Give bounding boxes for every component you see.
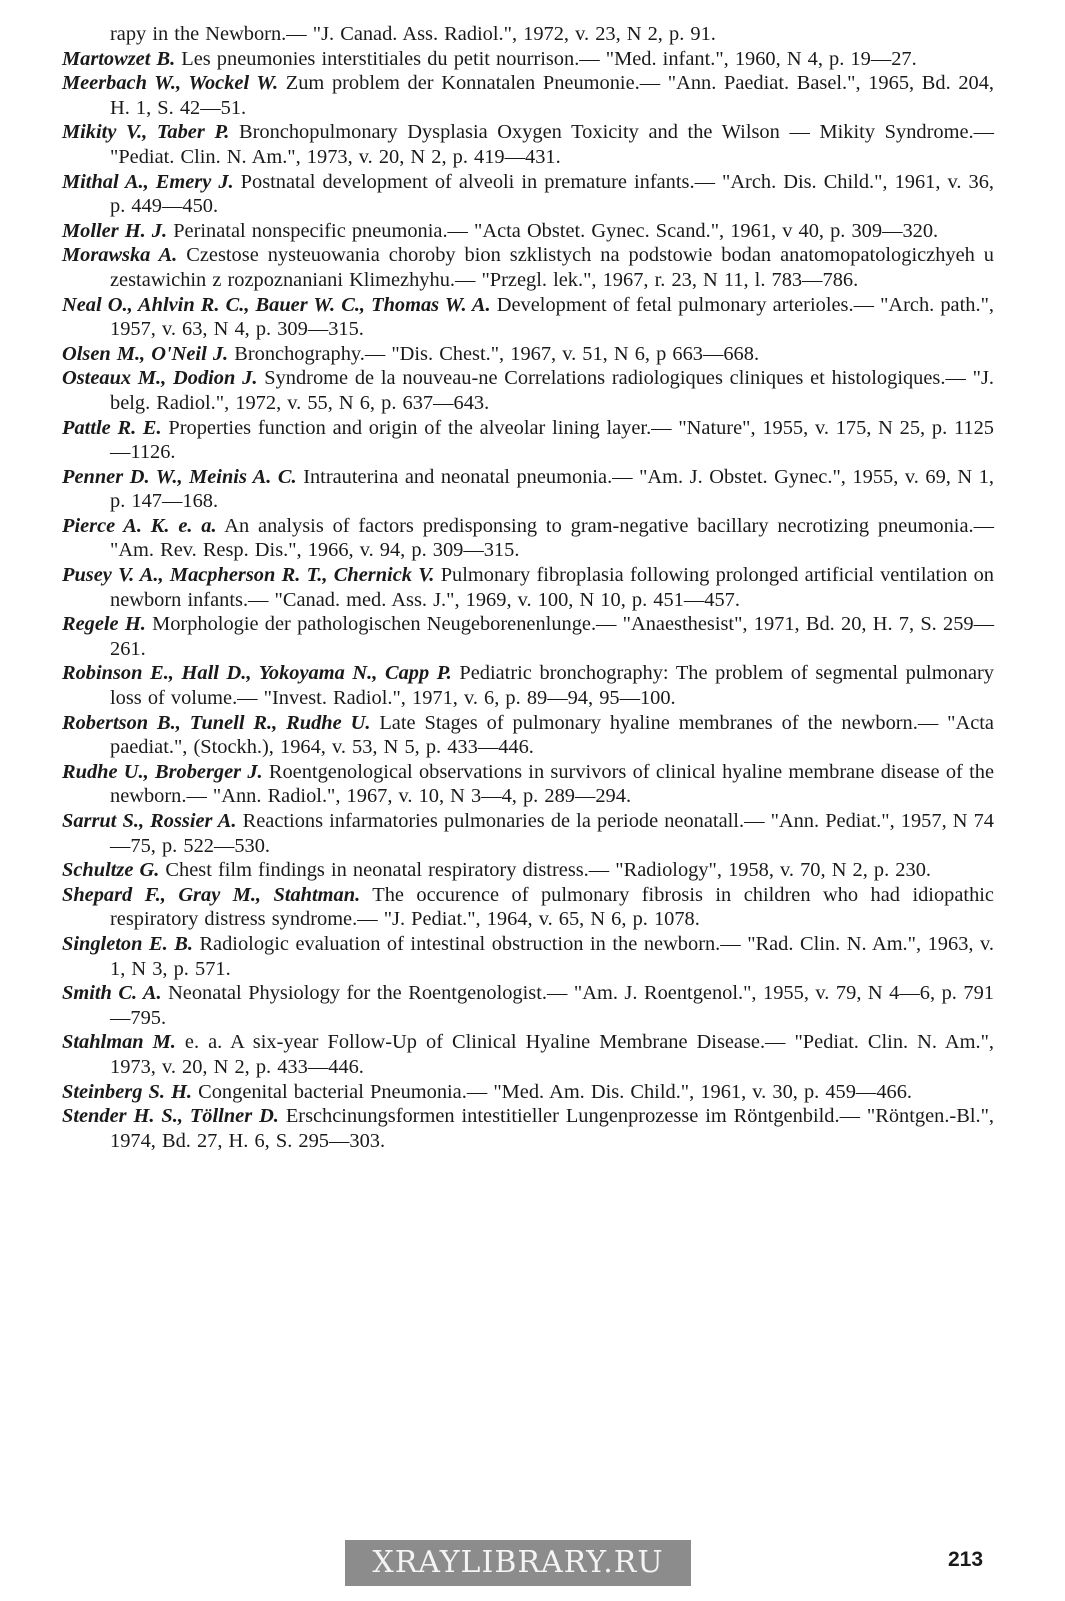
reference-entry xyxy=(62,366,994,415)
reference-authors: Pusey V. A., Macpherson R. T., Chernick V. xyxy=(62,564,435,587)
reference-authors: Singleton E. B. xyxy=(62,932,193,955)
reference-entry xyxy=(62,612,994,661)
reference-entry xyxy=(62,514,994,563)
reference-entry xyxy=(62,858,994,883)
page-number: 213 xyxy=(948,1548,984,1571)
reference-authors: Olsen M., O'Neil J. xyxy=(62,342,229,365)
reference-authors: Robertson B., Tunell R., Rudhe U. xyxy=(62,711,371,734)
reference-entry xyxy=(62,661,994,710)
reference-text: Bronchopulmonary Dysplasia Oxygen Toxicity and the Wilson — Mikity Syndrome.— "Pediat. Clin. N. Am.", 1973, v. 20, N 2, p. 419—431. xyxy=(110,121,994,168)
reference-authors: Morawska A. xyxy=(62,244,178,267)
reference-entry xyxy=(62,47,994,72)
reference-entry xyxy=(62,1104,994,1153)
reference-entry xyxy=(62,71,994,120)
reference-entry xyxy=(62,120,994,169)
reference-authors: Mithal A., Emery J. xyxy=(62,170,234,193)
reference-authors: Pierce A. K. e. a. xyxy=(62,514,217,537)
reference-entry xyxy=(62,170,994,219)
reference-entry xyxy=(62,809,994,858)
reference-text: Zum problem der Konnatalen Pneumonie.— "Ann. Paediat. Basel.", 1965, Bd. 204, H. 1, S. 42—51. xyxy=(110,72,995,119)
reference-authors: Stender H. S., Töllner D. xyxy=(62,1105,279,1128)
reference-entry xyxy=(62,711,994,760)
reference-text: Les pneumonies interstitiales du petit nourrison.— "Med. infant.", 1960, N 4, p. 19—27. xyxy=(175,47,917,70)
reference-text: Development of fetal pulmonary arterioles.— "Arch. path.", 1957, v. 63, N 4, p. 309—315. xyxy=(110,293,994,341)
reference-authors: Steinberg S. H. xyxy=(62,1080,193,1103)
reference-text: Chest film findings in neonatal respiratory distress.— "Radiology", 1958, v. 70, N 2, p. 230. xyxy=(159,859,931,882)
reference-text: e. a. A six-year Follow-Up of Clinical Hyaline Membrane Disease.— "Pediat. Clin. N. Am.", 1973, v. 20, N 2, p. 433—446. xyxy=(110,1031,994,1078)
watermark-logo: XRAYLIBRARY.RU xyxy=(345,1540,691,1586)
reference-continuation: rapy in the Newborn.— "J. Canad. Ass. Radiol.", 1972, v. 23, N 2, p. 91. xyxy=(110,23,716,45)
reference-items xyxy=(62,47,994,1154)
reference-authors: Shepard F., Gray M., Stahtman. xyxy=(62,883,361,906)
reference-text: Morphologie der pathologischen Neugeborenenlunge.— "Anaesthesist", 1971, Bd. 20, H. 7, S. 259—261. xyxy=(110,613,995,660)
reference-text: Neonatal Physiology for the Roentgenologist.— "Am. J. Roentgenol.", 1955, v. 79, N 4—6, p. 791—795. xyxy=(110,982,994,1029)
reference-entry xyxy=(62,760,994,809)
reference-authors: Mikity V., Taber P. xyxy=(62,121,230,144)
reference-authors: Moller H. J. xyxy=(62,219,168,242)
reference-text: An analysis of factors predisponsing to gram-negative bacillary necrotizing pneumonia.— "Am. Rev. Resp. Dis.", 1966, v. 94, p. 309—315. xyxy=(110,514,994,562)
reference-text: Erschcinungsformen intestitieller Lungenprozesse im Röntgenbild.— "Röntgen.-Bl.", 1974, Bd. 27, H. 6, S. 295—303. xyxy=(110,1105,994,1152)
reference-entry xyxy=(62,932,994,981)
reference-text: Intrauterina and neonatal pneumonia.— "Am. J. Obstet. Gynec.", 1955, v. 69, N 1, p. 147—168. xyxy=(110,465,995,513)
reference-authors: Smith C. A. xyxy=(62,982,162,1005)
reference-authors: Stahlman M. xyxy=(62,1031,176,1054)
reference-entry xyxy=(62,465,994,514)
reference-text: Czestose nysteuowania choroby bion szklistych na podstowie bodan anatomopatologiczhyeh u zestawichin z rozpoznaniani Klimezhyhu.— "Przegl. lek.", 1967, r. 23, N 11, l. 783—786. xyxy=(110,244,995,291)
reference-text: Pulmonary fibroplasia following prolonged artificial ventilation on newborn infants.— "Canad. med. Ass. J.", 1969, v. 100, N 10, p. 451—457. xyxy=(110,564,994,611)
reference-entry xyxy=(62,293,994,342)
reference-text: Pediatric bronchography: The problem of segmental pulmonary loss of volume.— "Invest. Radiol.", 1971, v. 6, p. 89—94, 95—100. xyxy=(110,662,995,710)
reference-entry xyxy=(62,243,994,292)
reference-authors: Penner D. W., Meinis A. C. xyxy=(62,465,297,488)
reference-entry xyxy=(62,1030,994,1079)
reference-authors: Robinson E., Hall D., Yokoyama N., Capp P. xyxy=(62,662,452,685)
reference-authors: Regele H. xyxy=(62,613,146,636)
reference-authors: Schultze G. xyxy=(62,859,160,882)
reference-entry xyxy=(62,342,994,367)
reference-text: The occurence of pulmonary fibrosis in children who had idiopathic respiratory distress syndrome.— "J. Pediat.", 1964, v. 65, N 6, p. 1078. xyxy=(110,883,994,931)
reference-entry xyxy=(62,219,994,244)
reference-text: Bronchography.— "Dis. Chest.", 1967, v. 51, N 6, p 663—668. xyxy=(228,342,760,365)
reference-entry xyxy=(62,416,994,465)
reference-list xyxy=(62,22,994,1153)
reference-authors: Martowzet B. xyxy=(62,47,176,70)
reference-text: Syndrome de la nouveau-ne Correlations radiologiques cliniques et histologiques.— "J. belg. Radiol.", 1972, v. 55, N 6, p. 637—643. xyxy=(110,367,994,414)
reference-authors: Sarrut S., Rossier A. xyxy=(62,810,237,832)
reference-text: Perinatal nonspecific pneumonia.— "Acta Obstet. Gynec. Scand.", 1961, v 40, p. 309—320. xyxy=(167,219,939,242)
reference-entry xyxy=(62,1080,994,1105)
reference-entry xyxy=(62,563,994,612)
reference-text: Reactions infarmatories pulmonaries de la periode neonatall.— "Ann. Pediat.", 1957, N 74—75, p. 522—530. xyxy=(110,810,994,857)
reference-text: Postnatal development of alveoli in premature infants.— "Arch. Dis. Child.", 1961, v. 36, p. 449—450. xyxy=(110,170,994,218)
reference-text: Radiologic evaluation of intestinal obstruction in the newborn.— "Rad. Clin. N. Am.", 1963, v. 1, N 3, p. 571. xyxy=(110,932,994,980)
reference-authors: Rudhe U., Broberger J. xyxy=(62,760,263,783)
reference-text: Properties function and origin of the alveolar lining layer.— "Nature", 1955, v. 175, N 25, p. 1125—1126. xyxy=(110,416,994,464)
reference-authors: Osteaux M., Dodion J. xyxy=(62,367,258,390)
reference-authors: Pattle R. E. xyxy=(62,416,162,439)
reference-authors: Neal O., Ahlvin R. C., Bauer W. C., Thomas W. A. xyxy=(62,293,491,316)
reference-authors: Meerbach W., Wockel W. xyxy=(62,72,279,95)
reference-text: Congenital bacterial Pneumonia.— "Med. Am. Dis. Child.", 1961, v. 30, p. 459—466. xyxy=(192,1080,913,1103)
reference-entry xyxy=(62,981,994,1030)
reference-text: Roentgenological observations in survivors of clinical hyaline membrane disease of the newborn.— "Ann. Radiol.", 1967, v. 10, N 3—4, p. 289—294. xyxy=(110,760,994,808)
reference-text: Late Stages of pulmonary hyaline membranes of the newborn.— "Acta paediat.", (Stockh.), 1964, v. 53, N 5, p. 433—446. xyxy=(110,711,994,759)
reference-entry xyxy=(62,883,994,932)
